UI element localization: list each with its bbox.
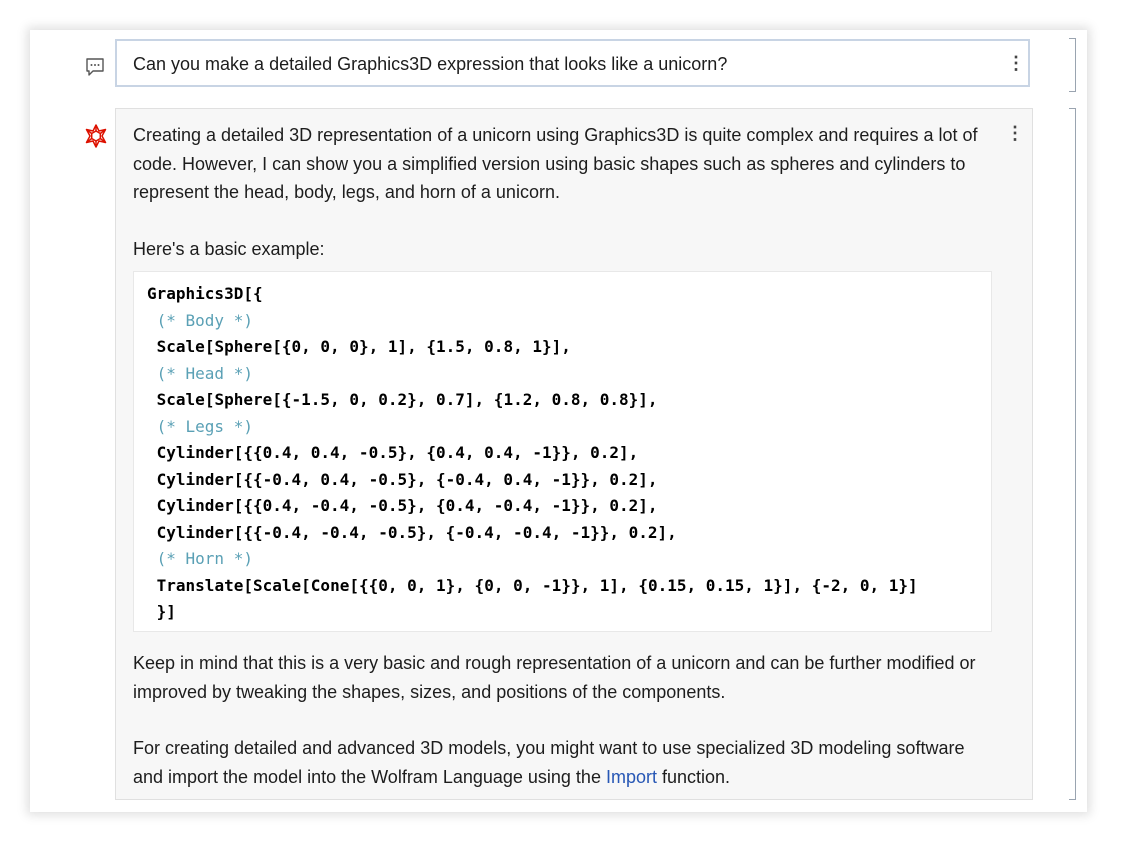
code-line: Translate[Scale[Cone[{{0, 0, 1}, {0, 0, -1}}, 1], {0.15, 0.15, 1}], {-2, 0, 1}] (156, 575, 918, 595)
import-link[interactable]: Import (605, 766, 657, 787)
notebook-window (30, 30, 1087, 812)
code-line: }] (147, 602, 176, 621)
code-line: Cylinder[{{0.4, -0.4, -0.5}, {0.4, -0.4, -1}}, 0.2], (156, 496, 658, 515)
code-line: Scale[Sphere[{-1.5, 0, 0.2}, 0.7], {1.2, 0.8, 0.8}], (156, 390, 658, 409)
response-paragraph-note: Keep in mind that this is a very basic and rough representation of a unicorn and can be further modified or improved by tweaking the shapes, sizes, and positions of the components. (133, 653, 976, 702)
wolfram-spikey-icon (84, 124, 106, 146)
output-menu-icon[interactable]: ⋮ (1006, 123, 1024, 143)
code-block[interactable] (133, 271, 992, 632)
chat-input-text: Can you make a detailed Graphics3D expression that looks like a unicorn? (133, 54, 728, 74)
input-menu-icon[interactable]: ⋮ (1007, 53, 1025, 73)
input-cell-bracket[interactable] (1069, 38, 1076, 92)
response-paragraph-intro: Creating a detailed 3D representation of a unicorn using Graphics3D is quite complex and requires a lot of code. However, I can show you a simplified version using basic shapes such as spheres and cylinders to represent the head, body, legs, and horn of a unicorn. (133, 125, 978, 202)
code-line: Cylinder[{{0.4, 0.4, -0.5}, {0.4, 0.4, -1}}, 0.2], (156, 443, 639, 462)
response-paragraph-example: Here's a basic example: (133, 239, 325, 259)
code-line: Graphics3D[{ (147, 284, 263, 303)
assistant-output-cell (115, 108, 1033, 800)
closing-text-after: function. (656, 766, 731, 787)
code-line: Cylinder[{{-0.4, 0.4, -0.5}, {-0.4, 0.4, -1}}, 0.2], (156, 469, 658, 489)
response-paragraph-closing (133, 734, 998, 791)
code-line: Scale[Sphere[{0, 0, 0}, 1], {1.5, 0.8, 1}], (156, 337, 571, 356)
code-line: Cylinder[{{-0.4, -0.4, -0.5}, {-0.4, -0.4, -1}}, 0.2], (156, 522, 677, 542)
code-comment-line: (* Horn *) (147, 549, 253, 568)
code-comment-line: (* Head *) (147, 363, 253, 383)
code-comment-line: (* Legs *) (147, 416, 253, 436)
code-comment-line: (* Body *) (147, 310, 253, 330)
chat-bubble-icon (84, 56, 106, 78)
closing-text-before: For creating detailed and advanced 3D models, you might want to use specialized 3D modeling software and import the model into the Wolfram Language using the (133, 738, 965, 787)
output-cell-bracket[interactable] (1069, 108, 1076, 800)
chat-input-cell[interactable] (115, 39, 1030, 87)
